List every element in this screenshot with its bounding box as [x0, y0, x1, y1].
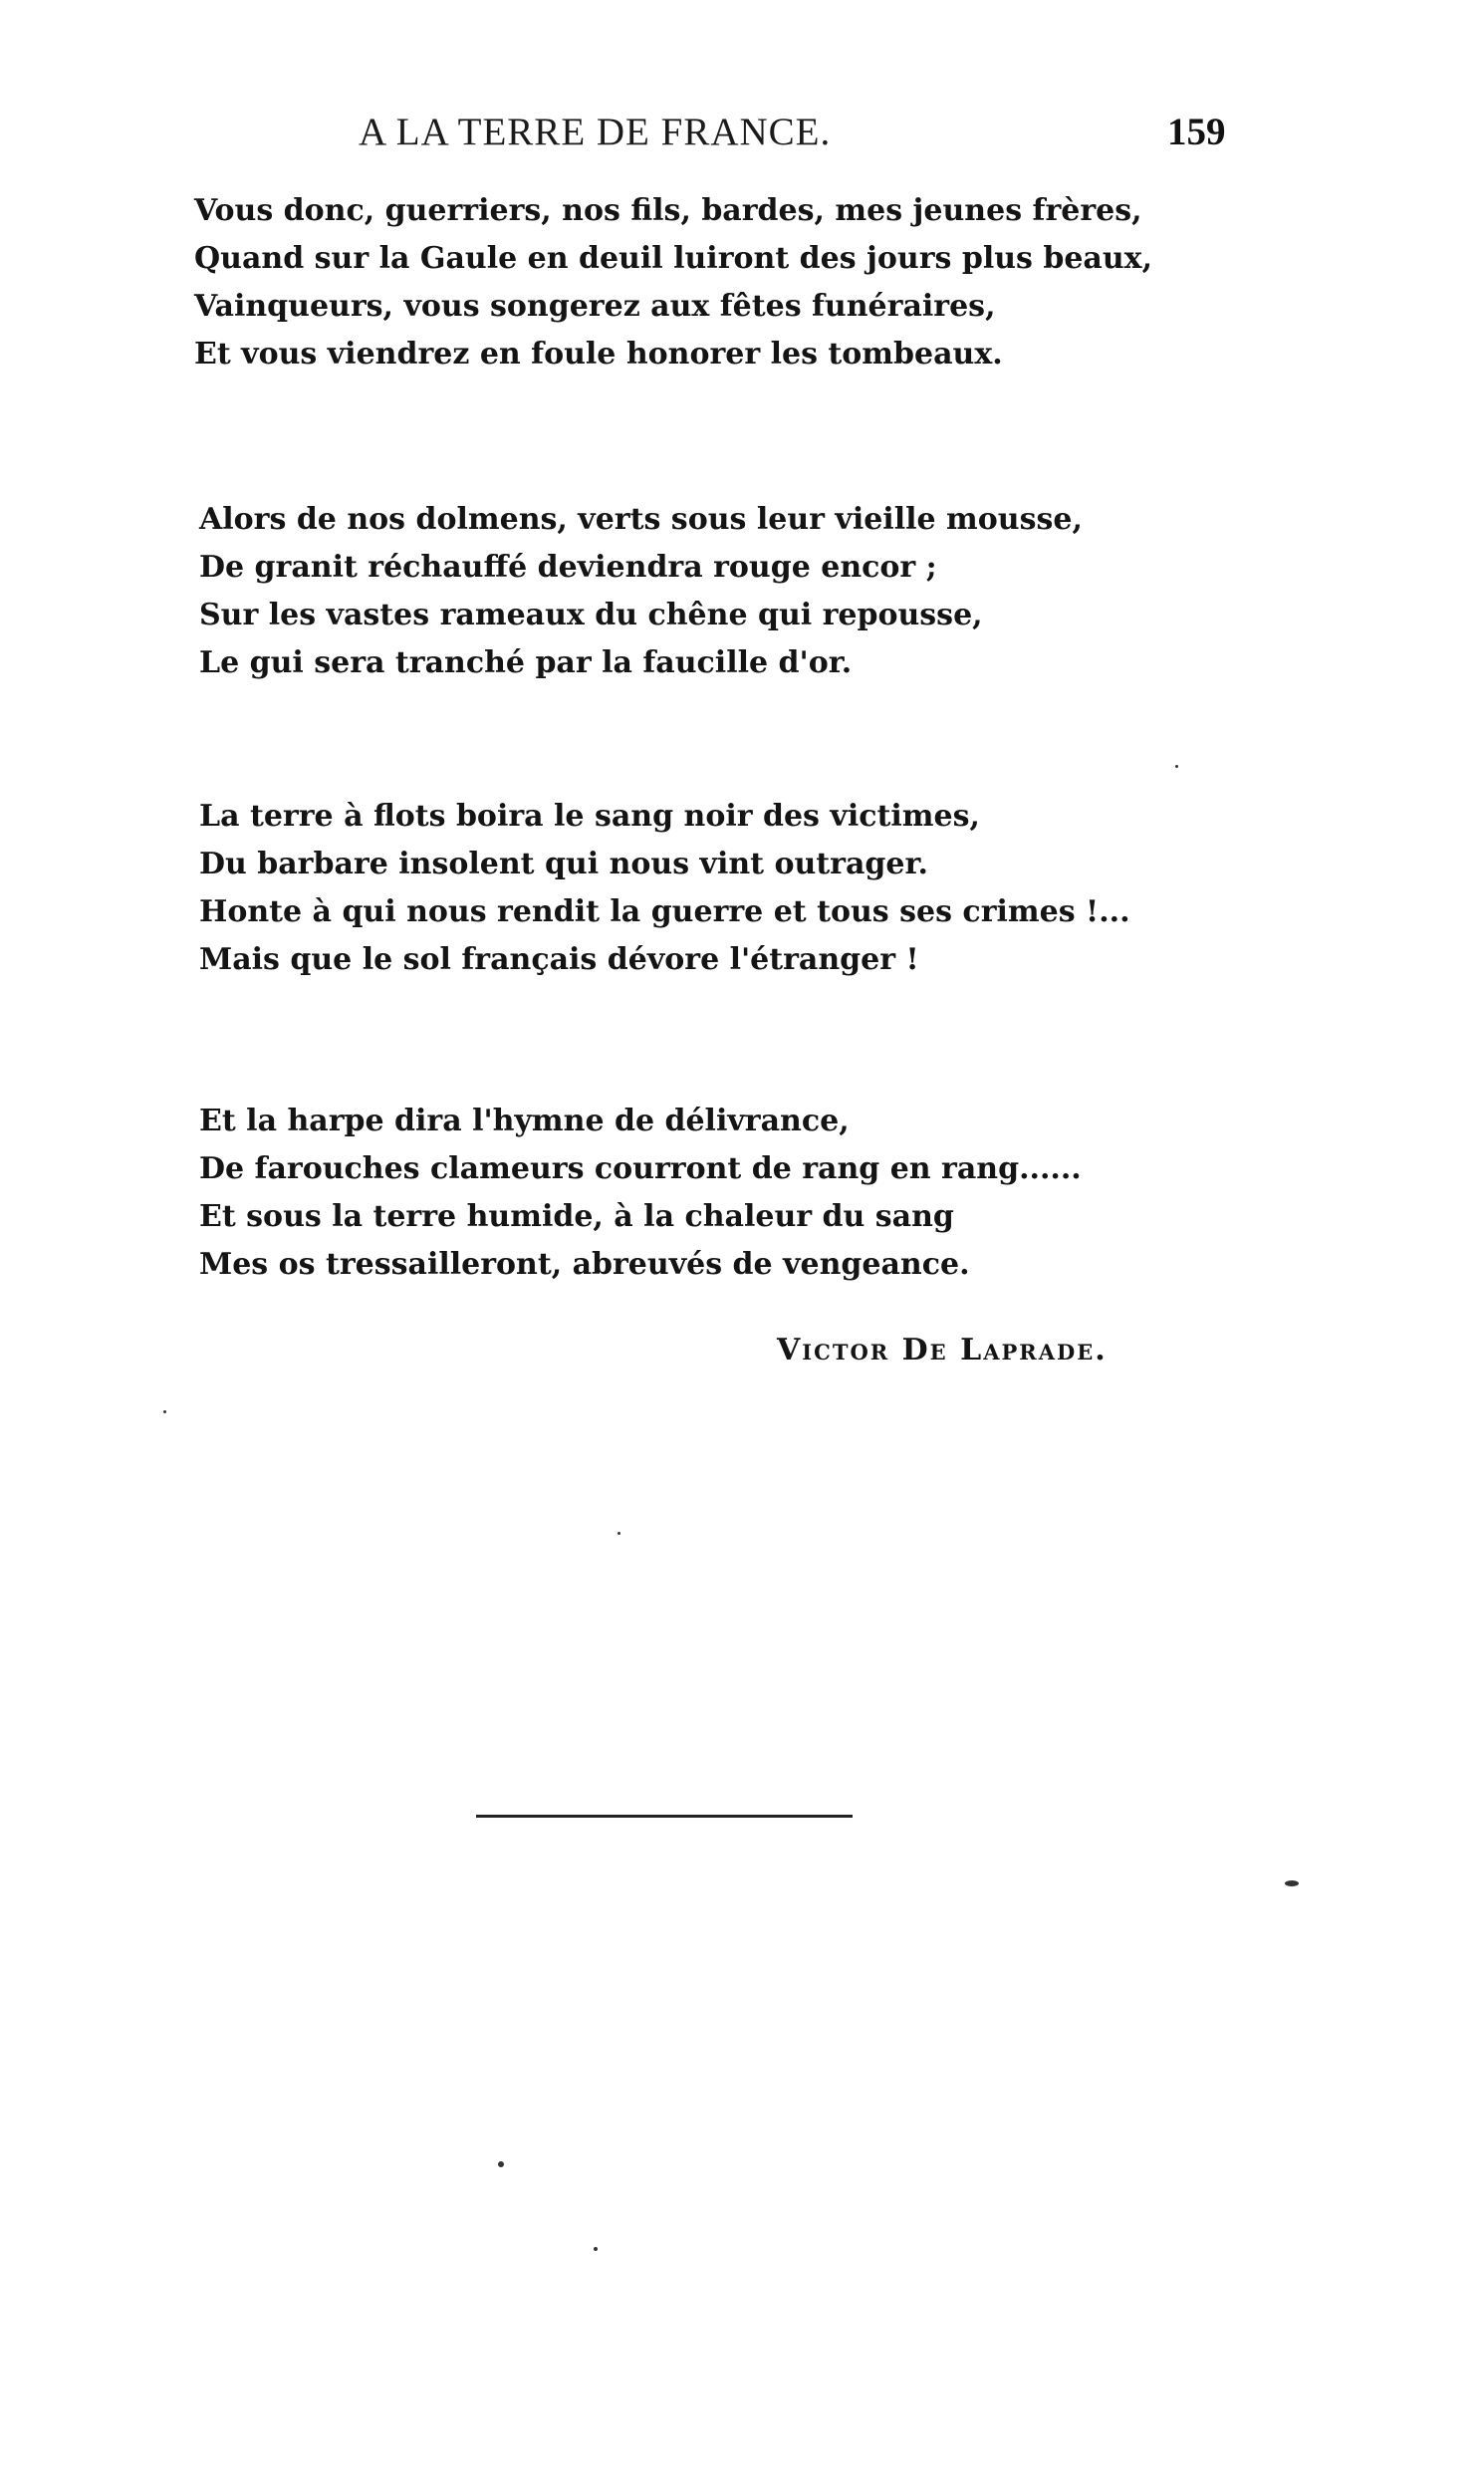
- scan-speck: [498, 2161, 504, 2167]
- verse-line: Honte à qui nous rendit la guerre et tous ses crimes !...: [199, 894, 1130, 929]
- running-title: A LA TERRE DE FRANCE.: [359, 111, 832, 153]
- running-head: [0, 110, 1484, 169]
- scan-speck: [163, 1410, 166, 1413]
- verse-line: Mes os tressailleront, abreuvés de vengeance.: [199, 1247, 970, 1282]
- verse-line: De farouches clameurs courront de rang en rang......: [199, 1151, 1082, 1186]
- stanza-3: [194, 793, 1190, 984]
- verse-line: La terre à flots boira le sang noir des victimes,: [199, 799, 980, 834]
- verse-line: Et vous viendrez en foule honorer les tombeaux.: [194, 337, 1003, 372]
- verse-line: Vainqueurs, vous songerez aux fêtes funéraires,: [194, 289, 996, 324]
- verse-line: Le gui sera tranché par la faucille d'or.: [199, 645, 853, 680]
- scan-speck: [1285, 1880, 1299, 1886]
- verse-line: Du barbare insolent qui nous vint outrager.: [199, 847, 928, 881]
- stanza-4: [194, 1098, 1190, 1289]
- verse-line: De granit réchauffé deviendra rouge encor ;: [199, 550, 937, 585]
- page-number: 159: [1167, 111, 1226, 153]
- scan-speck: [594, 2247, 598, 2251]
- verse-line: Vous donc, guerriers, nos fils, bardes, mes jeunes frères,: [194, 193, 1142, 228]
- verse-line: Sur les vastes rameaux du chêne qui repousse,: [199, 598, 983, 632]
- verse-line: Quand sur la Gaule en deuil luiront des jours plus beaux,: [194, 241, 1153, 276]
- section-divider-rule: [476, 1815, 853, 1818]
- verse-line: Alors de nos dolmens, verts sous leur vieille mousse,: [199, 502, 1083, 537]
- stanza-2: [194, 496, 1190, 687]
- verse-line: Et sous la terre humide, à la chaleur du sang: [199, 1199, 954, 1234]
- stanza-1: [194, 187, 1190, 378]
- scan-speck: [1175, 765, 1178, 768]
- verse-line: Et la harpe dira l'hymne de délivrance,: [199, 1104, 850, 1138]
- author-signature: Victor De Laprade.: [777, 1333, 1108, 1367]
- scan-speck: [618, 1532, 620, 1535]
- verse-line: Mais que le sol français dévore l'étranger !: [199, 942, 919, 977]
